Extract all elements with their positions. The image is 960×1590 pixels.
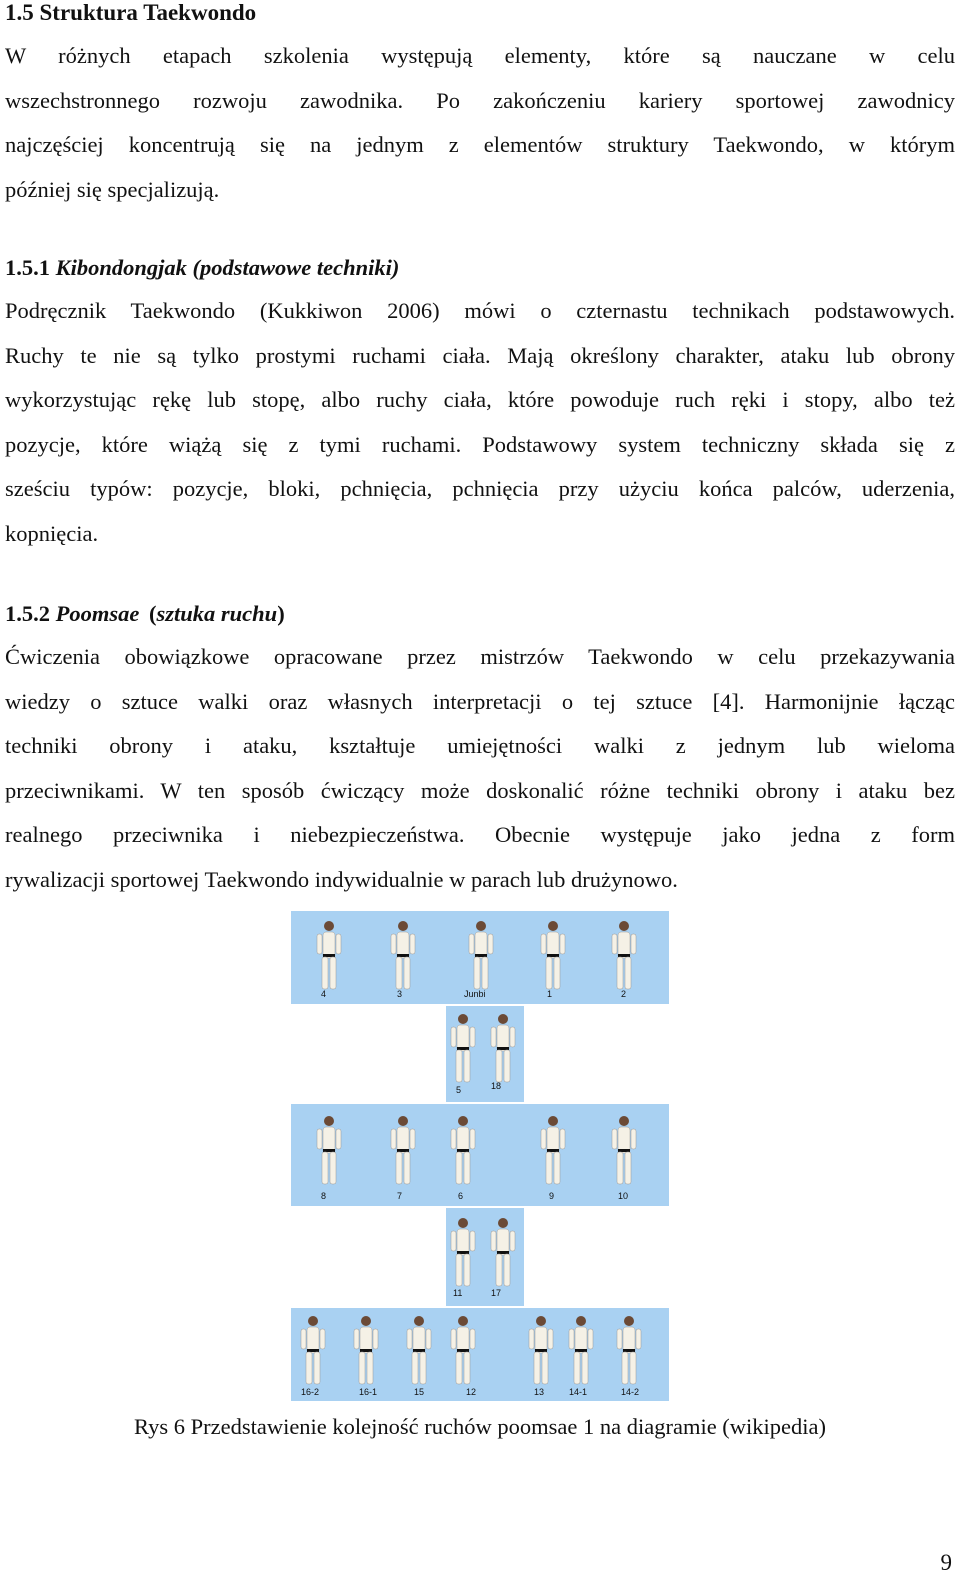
diagram-label: Junbi	[464, 989, 486, 999]
diagram-label: 9	[549, 1191, 555, 1201]
text-line: pozycje, które wiążą się z tymi ruchami. Podstawowy system techniczny składa się z	[5, 431, 955, 457]
diagram-label: 12	[466, 1387, 477, 1397]
text-line: wszechstronnego rozwoju zawodnika. Po zakończeniu kariery sportowej zawodnicy	[5, 87, 955, 113]
diagram-label: 16-1	[359, 1387, 378, 1397]
text-line: Podręcznik Taekwondo (Kukkiwon 2006) mówi o czternastu technikach podstawowych.	[5, 298, 955, 323]
diagram-label: 18	[491, 1081, 502, 1091]
text-line: wiedzy o sztuce walki oraz własnych interpretacji o tej sztuce [4]. Harmonijnie łącząc	[5, 688, 955, 714]
subsection-title-c: sztuka ruchu	[156, 601, 278, 626]
section-title: 1.5 Struktura Taekwondo	[5, 0, 257, 25]
taekwondo-figure	[617, 1316, 641, 1384]
taekwondo-figure	[451, 1014, 475, 1082]
taekwondo-figure	[612, 1116, 636, 1184]
taekwondo-figure	[469, 921, 493, 989]
diagram-label: 16-2	[301, 1387, 320, 1397]
figure-caption: Rys 6 Przedstawienie kolejność ruchów poomsae 1 na diagramie (wikipedia)	[133, 1414, 827, 1439]
diagram-label: 11	[453, 1288, 463, 1298]
diagram-label: 5	[456, 1085, 462, 1095]
taekwondo-figure	[317, 1116, 341, 1184]
diagram-label: 8	[321, 1191, 327, 1201]
taekwondo-figure	[354, 1316, 378, 1384]
subsection-2-paragraph	[5, 635, 955, 902]
diagram-label: 14-1	[569, 1387, 588, 1397]
diagram-label: 14-2	[621, 1387, 640, 1397]
diagram-label: 2	[621, 989, 627, 999]
text-line: sześciu typów: pozycje, bloki, pchnięcia, pchnięcia przy użyciu końca palców, uderzenia,	[5, 476, 955, 501]
taekwondo-figure	[451, 1218, 475, 1286]
taekwondo-figure	[491, 1014, 515, 1082]
taekwondo-figure	[391, 1116, 415, 1184]
subsection-2-heading	[5, 601, 285, 627]
diagram-label: 15	[414, 1387, 425, 1397]
text-line: rywalizacji sportowej Taekwondo indywidualnie w parach lub drużynowo.	[5, 866, 678, 892]
diagram-label: 4	[321, 989, 327, 999]
taekwondo-figure	[407, 1316, 431, 1384]
page-number: 9	[940, 1550, 952, 1575]
text-line: realnego przeciwnika i niebezpieczeństwa. Obecnie występuje jako jedna z form	[5, 822, 955, 847]
diagram-label: 10	[618, 1191, 629, 1201]
text-line: kopnięcia.	[5, 520, 99, 546]
taekwondo-figure	[529, 1316, 553, 1384]
taekwondo-figure	[541, 1116, 565, 1184]
text-line: W różnych etapach szkolenia występują elementy, które są nauczane w celu	[5, 43, 955, 68]
diagram-label: 13	[534, 1387, 545, 1397]
taekwondo-figure	[491, 1218, 515, 1286]
poomsae-diagram	[291, 911, 669, 1401]
subsection-number: 1.5.2	[5, 601, 50, 626]
subsection-title-close: )	[277, 601, 285, 626]
subsection-number: 1.5.1	[5, 255, 50, 280]
taekwondo-figure	[612, 921, 636, 989]
taekwondo-figure	[541, 921, 565, 989]
diagram-label: 1	[547, 989, 553, 999]
subsection-title: Kibondongjak (podstawowe techniki)	[55, 255, 400, 280]
text-line: Ćwiczenia obowiązkowe opracowane przez mistrzów Taekwondo w celu przekazywania	[5, 644, 955, 669]
diagram-label: 7	[397, 1191, 403, 1201]
subsection-1-heading	[5, 255, 399, 281]
subsection-title-open: (	[149, 601, 157, 626]
intro-paragraph	[5, 34, 955, 212]
text-line: wykorzystując rękę lub stopę, albo ruchy ciała, które powoduje ruch ręki i stopy, albo też	[5, 387, 955, 412]
subsection-title-a: Poomsae	[55, 601, 140, 626]
text-line: techniki obrony i ataku, kształtuje umiejętności walki z jednym lub wieloma	[5, 733, 955, 758]
taekwondo-figure	[451, 1116, 475, 1184]
taekwondo-figure	[451, 1316, 475, 1384]
diagram-label: 17	[491, 1288, 502, 1298]
text-line: Ruchy te nie są tylko prostymi ruchami ciała. Mają określony charakter, ataku lub obrony	[5, 342, 955, 368]
taekwondo-figure	[391, 921, 415, 989]
subsection-1-paragraph	[5, 289, 955, 556]
diagram-label: 6	[458, 1191, 464, 1201]
text-line: później się specjalizują.	[5, 176, 220, 202]
text-line: przeciwnikami. W ten sposób ćwiczący może doskonalić różne techniki obrony i ataku bez	[5, 777, 955, 803]
taekwondo-figure	[317, 921, 341, 989]
diagram-label: 3	[397, 989, 403, 999]
taekwondo-figure	[569, 1316, 593, 1384]
figures-layer	[291, 911, 669, 1401]
text-line: najczęściej koncentrują się na jednym z elementów struktury Taekwondo, w którym	[5, 132, 955, 157]
taekwondo-figure	[301, 1316, 325, 1384]
